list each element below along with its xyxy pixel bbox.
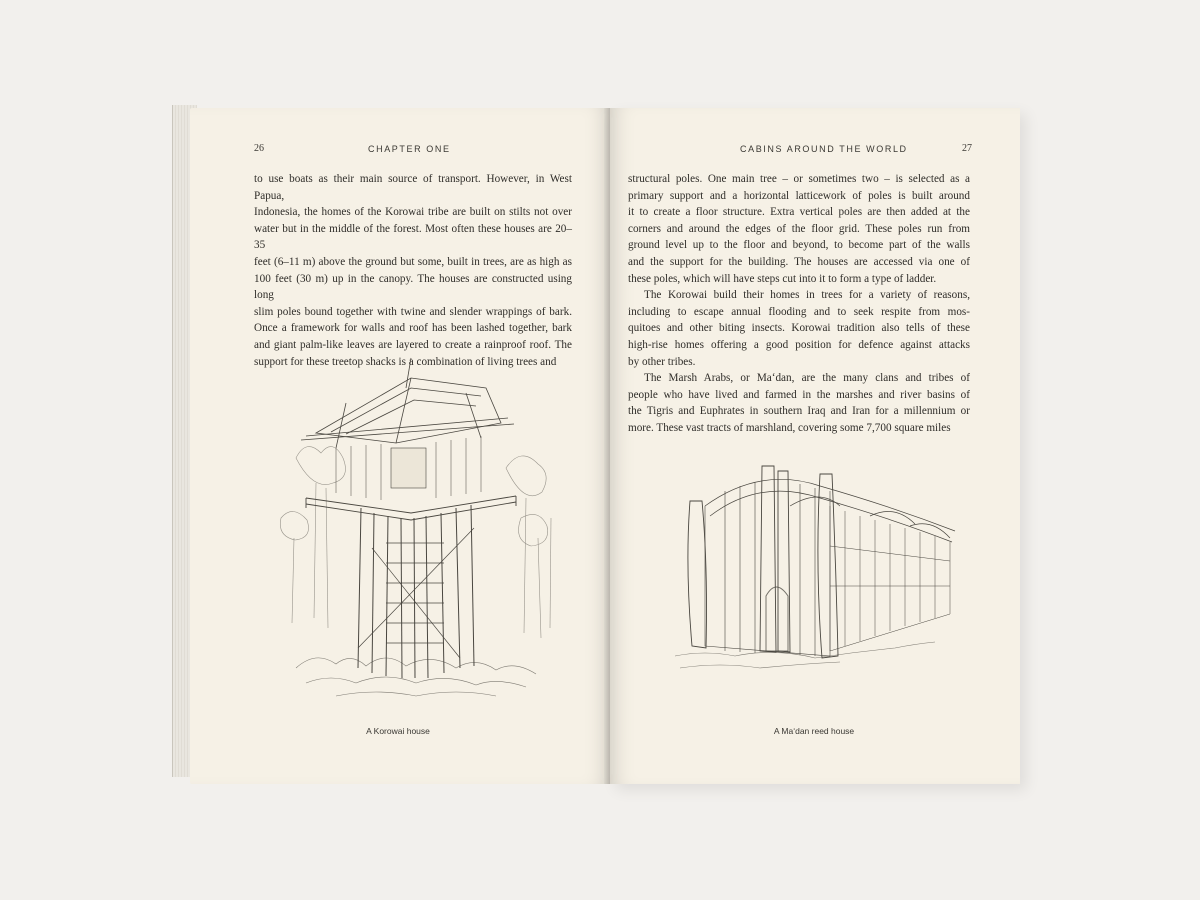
text-line: including to escape annual flooding and to seek respite from mos-	[628, 305, 970, 318]
text-line: support for these treetop shacks is a combination of living trees and	[254, 355, 557, 368]
text-line: slim poles bound together with twine and slender wrappings of bark.	[254, 305, 572, 318]
right-body-text	[628, 171, 970, 437]
madan-reed-house-illustration	[670, 446, 970, 706]
korowai-caption: A Korowai house	[366, 726, 430, 736]
right-page-number: 27	[962, 143, 972, 154]
text-line: water but in the middle of the forest. Most often these houses are 20–35	[254, 222, 572, 252]
text-line: high-rise homes offering a good position for defence against attacks	[628, 338, 970, 351]
text-line: primary support and a horizontal latticework of poles is built around	[628, 189, 970, 202]
text-line: quitoes and other biting insects. Korowai tradition also tells of these	[628, 322, 970, 335]
text-line: more. These vast tracts of marshland, covering some 7,700 square miles	[628, 421, 951, 434]
text-line: and giant palm-like leaves are layered to create a rainproof roof. The	[254, 338, 572, 351]
text-line: the Tigris and Euphrates in southern Iraq and Iran for a millennium or	[628, 405, 970, 418]
text-line: Once a framework for walls and roof has been lashed together, bark	[254, 322, 572, 335]
text-line: these poles, which will have steps cut into it to form a type of ladder.	[628, 272, 937, 285]
text-line: and the support for the building. The houses are accessed via one of	[628, 255, 970, 268]
text-line: corners and around the edges of the floor grid. These poles run from	[628, 222, 970, 235]
left-body-text	[254, 171, 572, 370]
text-line: it to create a floor structure. Extra vertical poles are then added at the	[628, 206, 970, 219]
text-line: The Marsh Arabs, or Ma‘dan, are the many clans and tribes of	[644, 372, 970, 385]
text-line: 100 feet (30 m) up in the canopy. The houses are constructed using long	[254, 272, 572, 302]
right-page	[610, 108, 1020, 784]
madan-caption: A Ma‘dan reed house	[773, 726, 855, 736]
text-line: feet (6–11 m) above the ground but some, built in trees, are as high as	[254, 255, 572, 268]
korowai-house-illustration	[276, 348, 576, 708]
text-line: people who have lived and farmed in the marshes and river basins of	[628, 388, 970, 401]
text-line: by other tribes.	[628, 355, 696, 368]
left-page-number: 26	[254, 143, 264, 154]
left-running-head: CHAPTER ONE	[368, 144, 451, 154]
text-line: structural poles. One main tree – or sometimes two – is selected as a	[628, 173, 970, 185]
left-page	[190, 108, 610, 784]
text-line: The Korowai build their homes in trees for a variety of reasons,	[644, 289, 970, 302]
text-line: to use boats as their main source of transport. However, in West Papua,	[254, 173, 572, 202]
right-running-head: CABINS AROUND THE WORLD	[740, 144, 908, 154]
text-line: Indonesia, the homes of the Korowai tribe are built on stilts not over	[254, 206, 572, 219]
text-line: ground level up to the floor and beyond, to become part of the walls	[628, 239, 970, 252]
